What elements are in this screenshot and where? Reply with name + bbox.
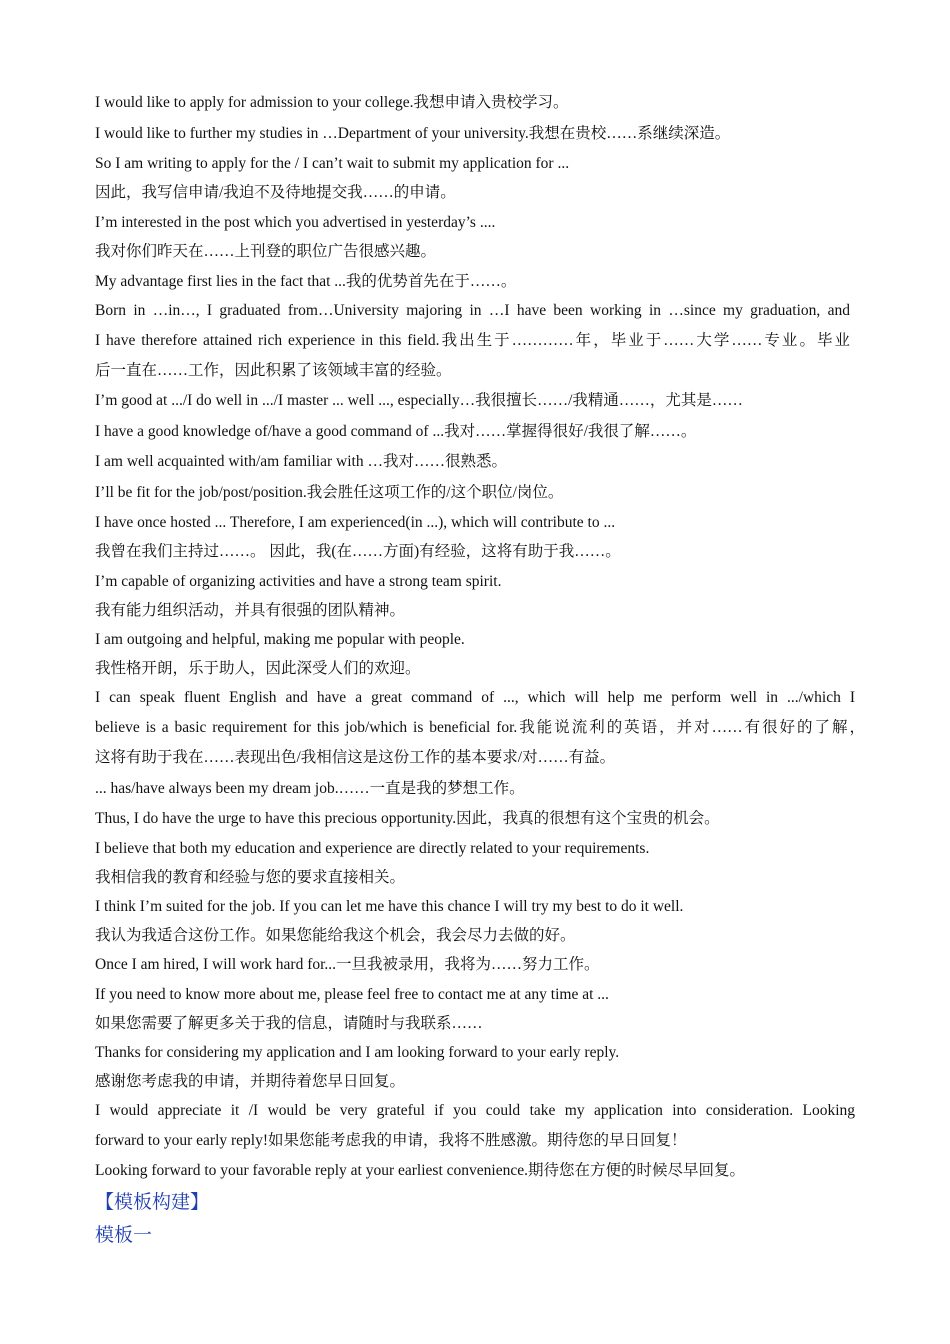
- text-line: Once I am hired, I will work hard for...一旦我被录用，我将为……努力工作。: [95, 956, 600, 973]
- text-line: believe is a basic requirement for this job/which is beneficial for.我能说流利的英语，并对……有很好的了解，: [95, 719, 865, 736]
- text-line: I would like to apply for admission to your college.我想申请入贵校学习。: [95, 94, 569, 111]
- text-line: Thus, I do have the urge to have this precious opportunity.因此，我真的很想有这个宝贵的机会。: [95, 810, 720, 827]
- text-line: I am well acquainted with/am familiar with …我对……很熟悉。: [95, 453, 507, 470]
- text-line: I have once hosted ... Therefore, I am experienced(in ...), which will contribute to ...: [95, 514, 616, 531]
- text-line: Born in …in…, I graduated from…University majoring in …I have been working in …since my graduation, and: [95, 302, 850, 319]
- text-line: 我认为我适合这份工作。如果您能给我这个机会，我会尽力去做的好。: [95, 927, 576, 944]
- text-line: I’m good at .../I do well in .../I master ... well ..., especially…我很擅长……/我精通……，尤其是……: [95, 392, 743, 409]
- text-line: 后一直在……工作，因此积累了该领域丰富的经验。: [95, 362, 452, 379]
- text-line: I would like to further my studies in …Department of your university.我想在贵校……系继续深造。: [95, 125, 731, 142]
- text-line: 我有能力组织活动，并具有很强的团队精神。: [95, 602, 406, 619]
- text-line: I can speak fluent English and have a great command of ..., which will help me perform well in .../which I: [95, 689, 855, 706]
- text-line: If you need to know more about me, please feel free to contact me at any time at ...: [95, 986, 609, 1003]
- text-line: I am outgoing and helpful, making me popular with people.: [95, 631, 465, 648]
- text-line: I have a good knowledge of/have a good command of ...我对……掌握得很好/我很了解……。: [95, 423, 697, 440]
- text-line: My advantage first lies in the fact that ...我的优势首先在于……。: [95, 273, 517, 290]
- text-line: ... has/have always been my dream job.……一直是我的梦想工作。: [95, 780, 525, 797]
- text-line: I believe that both my education and experience are directly related to your requirements.: [95, 840, 650, 857]
- sub-heading: 模板一: [95, 1225, 153, 1246]
- text-line: Thanks for considering my application and I am looking forward to your early reply.: [95, 1044, 620, 1061]
- text-line: I have therefore attained rich experience in this field.我出生于…………年，毕业于……大学……专业。毕业: [95, 332, 850, 349]
- text-line: 我性格开朗，乐于助人，因此深受人们的欢迎。: [95, 660, 421, 677]
- text-line: 我曾在我们主持过……。 因此，我(在……方面)有经验，这将有助于我……。: [95, 543, 621, 560]
- text-line: forward to your early reply!如果您能考虑我的申请，我将不胜感激。期待您的早日回复！: [95, 1132, 687, 1149]
- text-line: I’ll be fit for the job/post/position.我会胜任这项工作的/这个职位/岗位。: [95, 484, 564, 501]
- text-line: 这将有助于我在……表现出色/我相信这是这份工作的基本要求/对……有益。: [95, 749, 616, 766]
- text-line: I’m capable of organizing activities and have a strong team spirit.: [95, 573, 502, 590]
- text-line: 如果您需要了解更多关于我的信息，请随时与我联系……: [95, 1015, 483, 1032]
- text-line: 因此，我写信申请/我迫不及待地提交我……的申请。: [95, 184, 456, 201]
- text-line: 我相信我的教育和经验与您的要求直接相关。: [95, 869, 406, 886]
- text-line: 感谢您考虑我的申请，并期待着您早日回复。: [95, 1073, 406, 1090]
- text-line: I think I’m suited for the job. If you can let me have this chance I will try my best to do it well.: [95, 898, 684, 915]
- text-line: 我对你们昨天在……上刊登的职位广告很感兴趣。: [95, 243, 437, 260]
- text-line: I would appreciate it /I would be very grateful if you could take my application into consideration. Looking: [95, 1102, 855, 1119]
- section-heading: 【模板构建】: [95, 1192, 210, 1213]
- text-line: Looking forward to your favorable reply at your earliest convenience.期待您在方便的时候尽早回复。: [95, 1162, 745, 1179]
- text-line: So I am writing to apply for the / I can’t wait to submit my application for ...: [95, 155, 570, 172]
- text-line: I’m interested in the post which you advertised in yesterday’s ....: [95, 214, 496, 231]
